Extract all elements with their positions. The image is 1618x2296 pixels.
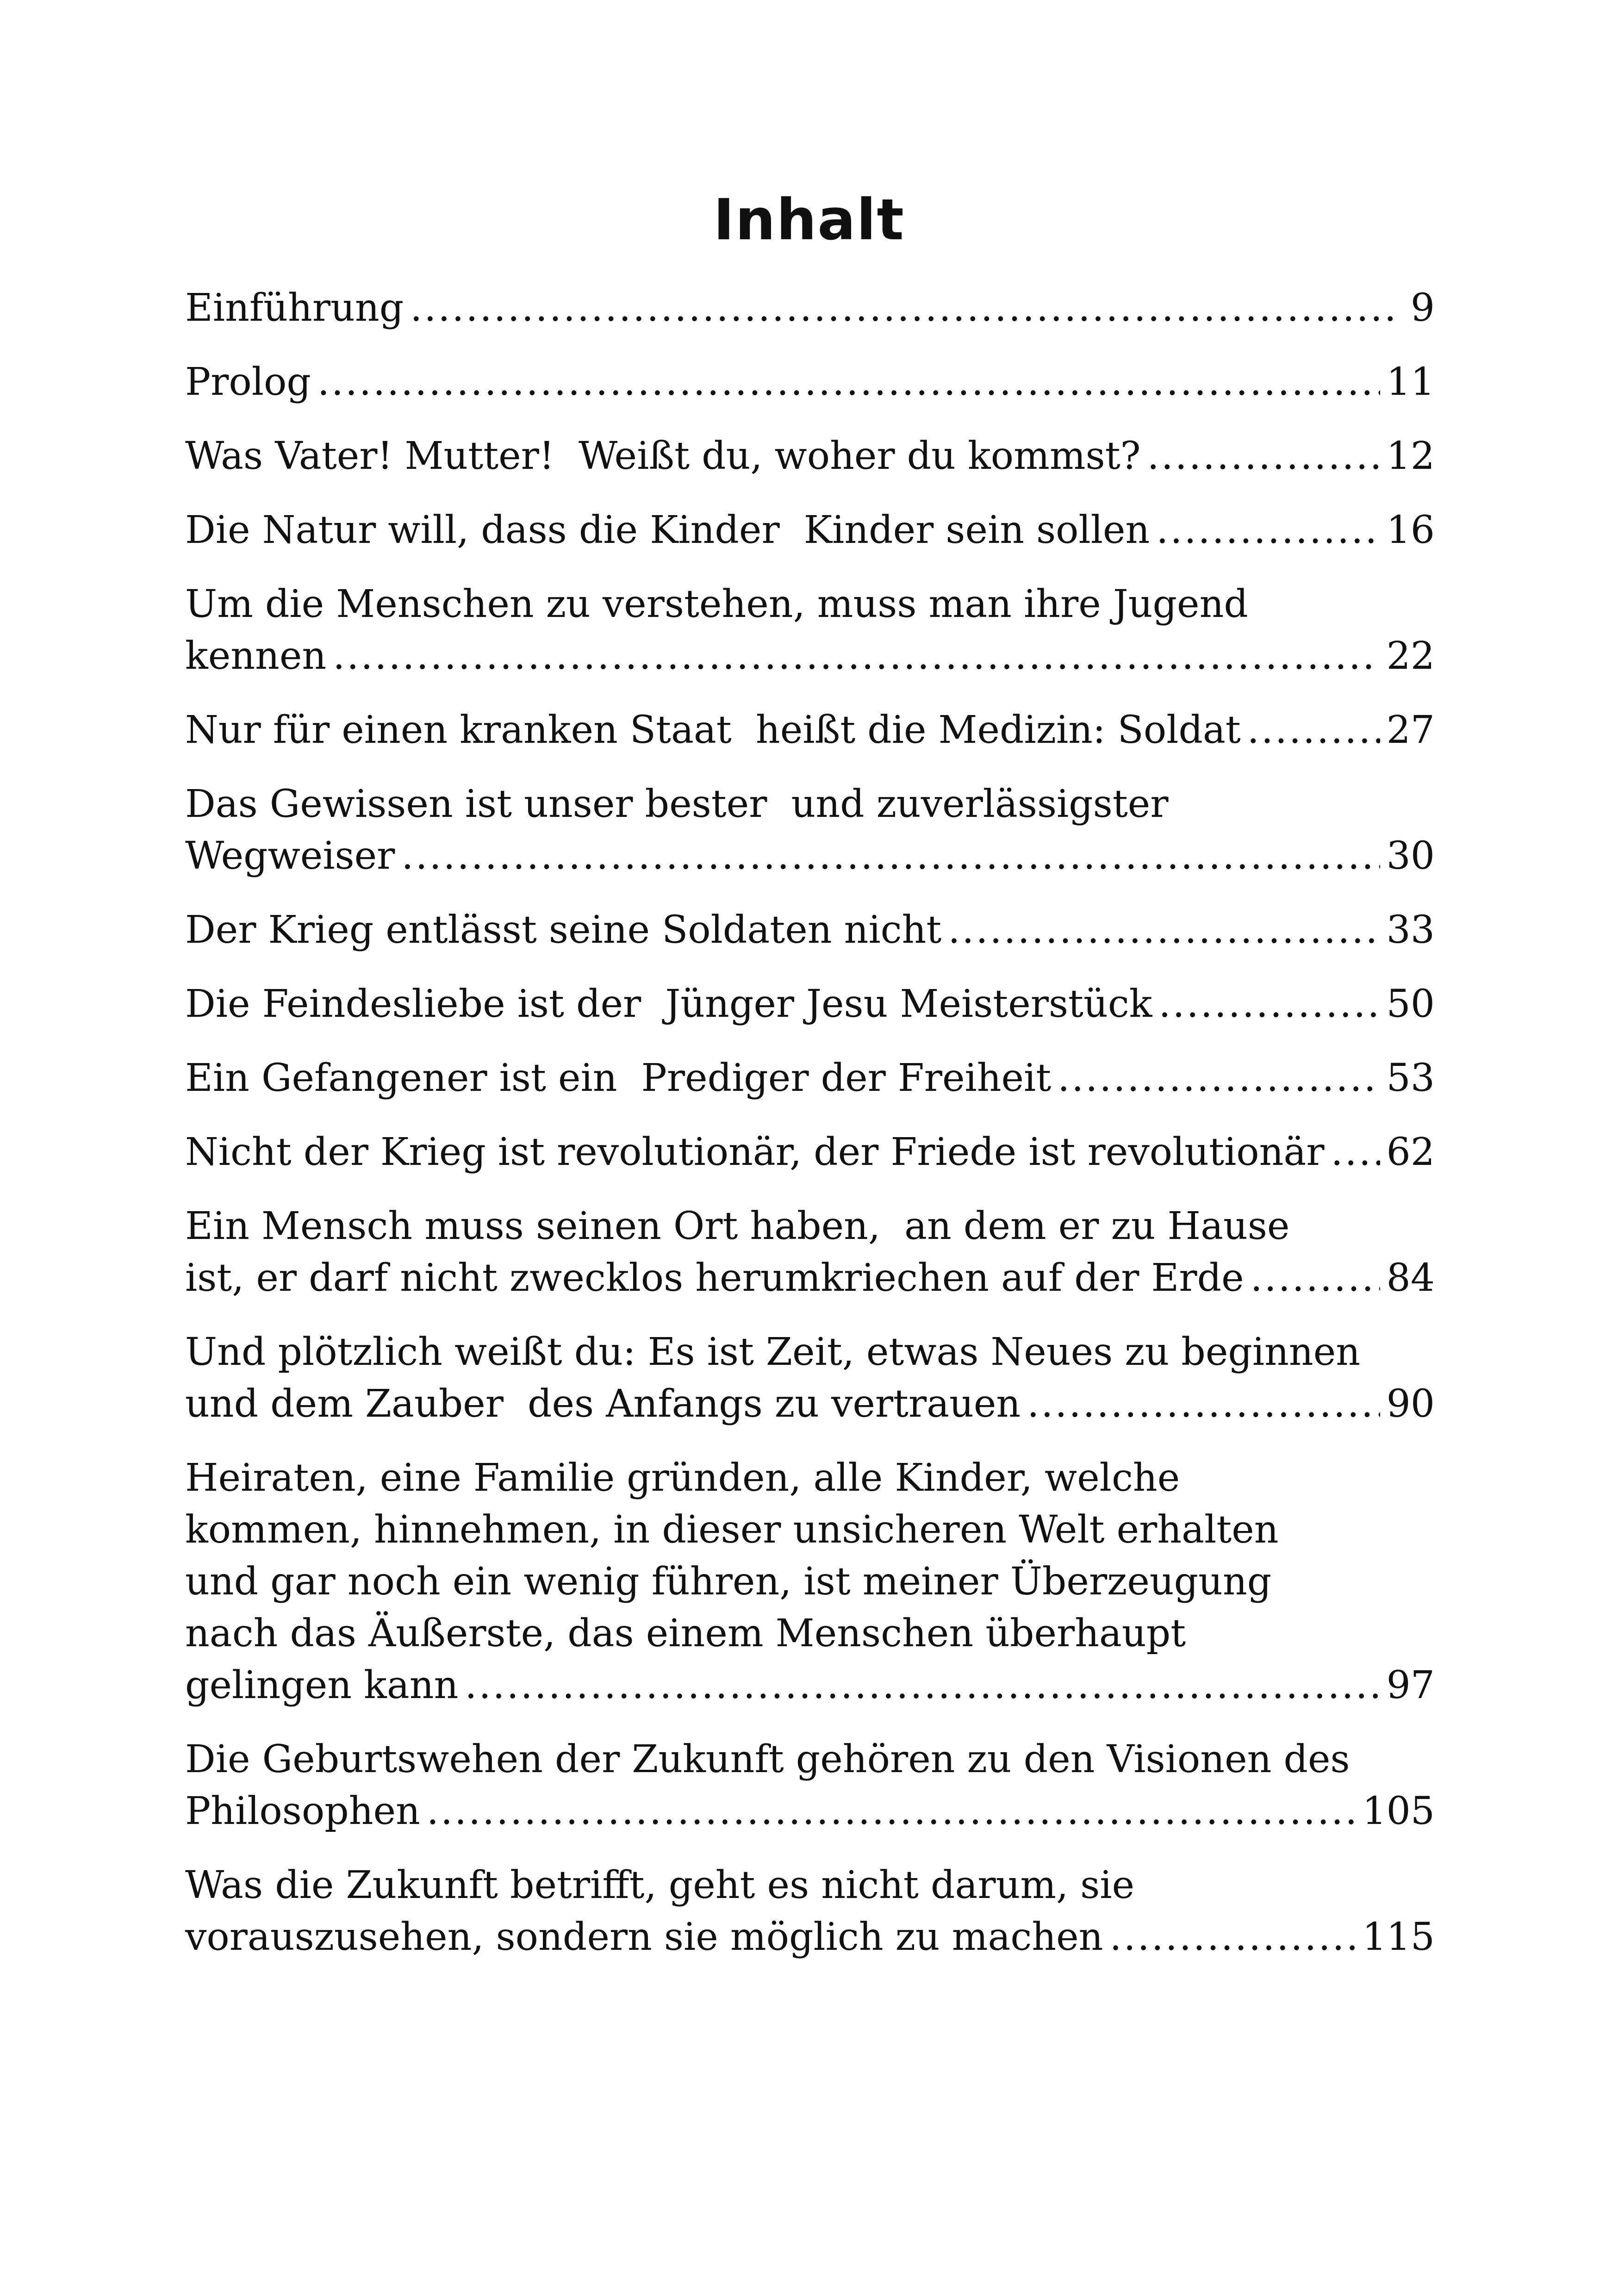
toc-page-number: 16: [1386, 508, 1435, 552]
toc-entry-title-line: Ein Mensch muss seinen Ort haben, an dem er zu Hause: [185, 1204, 1290, 1248]
toc-entry: [185, 1326, 1435, 1430]
toc-entry-last-line: [185, 1252, 1435, 1304]
toc-entry: [185, 1452, 1435, 1711]
toc-entry: [185, 430, 1435, 482]
toc-page-number: 30: [1386, 834, 1435, 878]
dot-leader: [1331, 1126, 1380, 1178]
dot-leader: [1251, 1252, 1380, 1304]
toc-entry-title-text: vorauszusehen, sondern sie möglich zu machen: [185, 1915, 1103, 1959]
toc-entry-title-text: Philosophen: [185, 1789, 420, 1833]
toc-entry-last-line: [185, 830, 1435, 882]
toc-entry-last-line: [185, 504, 1435, 556]
toc-entry-title-text: und dem Zauber des Anfangs zu vertrauen: [185, 1382, 1021, 1426]
toc-entry: [185, 579, 1435, 682]
dot-leader: [401, 830, 1380, 882]
toc-entry-title-line: Heiraten, eine Familie gründen, alle Kinder, welche: [185, 1456, 1180, 1500]
toc-entry: [185, 356, 1435, 408]
toc-entry: [185, 778, 1435, 882]
toc-entry-title-text: Einführung: [185, 286, 404, 330]
toc-entry-last-line: [185, 904, 1435, 956]
toc-entry: [185, 978, 1435, 1030]
dot-leader: [1027, 1378, 1380, 1430]
toc-entry: [185, 1860, 1435, 1963]
toc-entry-title-line: nach das Äußerste, das einem Menschen überhaupt: [185, 1612, 1186, 1655]
toc-page-number: 62: [1386, 1130, 1435, 1174]
toc-entry-title-line: Um die Menschen zu verstehen, muss man ihre Jugend: [185, 582, 1248, 626]
toc-entry-last-line: [185, 630, 1435, 682]
toc-entry-title-text: Die Natur will, dass die Kinder Kinder sein sollen: [185, 508, 1150, 552]
toc-entry-title-text: kennen: [185, 634, 327, 678]
toc-entry-title-line: Das Gewissen ist unser bester und zuverlässigster: [185, 782, 1169, 826]
toc-entry-title-text: Nicht der Krieg ist revolutionär, der Friede ist revolutionär: [185, 1130, 1325, 1174]
toc-page-number: 11: [1386, 360, 1435, 404]
toc-entry: [185, 1126, 1435, 1178]
toc-entry-title-text: Ein Gefangener ist ein Prediger der Freiheit: [185, 1056, 1052, 1100]
toc-entry: [185, 1052, 1435, 1104]
toc-entry: [185, 1734, 1435, 1837]
toc-entry-last-line: [185, 1660, 1435, 1711]
dot-leader: [427, 1786, 1356, 1837]
toc-entry-last-line: [185, 1052, 1435, 1104]
toc-page-number: 53: [1386, 1056, 1435, 1100]
toc-entry-last-line: [185, 1126, 1435, 1178]
toc-page-number: 27: [1386, 708, 1435, 752]
toc-page-number: 97: [1386, 1663, 1435, 1707]
toc-entry: [185, 1201, 1435, 1304]
dot-leader: [1058, 1052, 1380, 1104]
dot-leader: [465, 1660, 1380, 1711]
page-title: Inhalt: [713, 187, 905, 253]
dot-leader: [1147, 430, 1380, 482]
toc-page-number: 33: [1386, 908, 1435, 952]
dot-leader: [1247, 704, 1380, 756]
toc-entry-last-line: [185, 430, 1435, 482]
dot-leader: [317, 356, 1380, 408]
dot-leader: [1158, 978, 1380, 1030]
toc-entry: [185, 704, 1435, 756]
dot-leader: [1156, 504, 1380, 556]
toc-entry-last-line: [185, 356, 1435, 408]
table-of-contents: [185, 282, 1435, 1985]
toc-page-number: 9: [1410, 286, 1435, 330]
toc-entry-last-line: [185, 1911, 1435, 1963]
toc-entry-title-text: Die Feindesliebe ist der Jünger Jesu Meisterstück: [185, 982, 1152, 1026]
toc-entry-last-line: [185, 1378, 1435, 1430]
toc-entry-last-line: [185, 282, 1435, 334]
toc-entry: [185, 282, 1435, 334]
toc-entry: [185, 504, 1435, 556]
toc-page-number: 12: [1386, 434, 1435, 478]
toc-entry-title-line: Die Geburtswehen der Zukunft gehören zu den Visionen des: [185, 1737, 1350, 1781]
toc-page-number: 115: [1362, 1915, 1435, 1959]
toc-entry-title-text: ist, er darf nicht zwecklos herumkriechen auf der Erde: [185, 1256, 1244, 1300]
toc-entry-title-text: Wegweiser: [185, 834, 395, 878]
dot-leader: [1110, 1911, 1356, 1963]
toc-page-number: 22: [1386, 634, 1435, 678]
toc-page-number: 105: [1362, 1789, 1435, 1833]
toc-entry-title-text: gelingen kann: [185, 1663, 459, 1707]
toc-entry-title-text: Prolog: [185, 360, 311, 404]
dot-leader: [410, 282, 1400, 334]
toc-entry-title-line: kommen, hinnehmen, in dieser unsicheren Welt erhalten: [185, 1508, 1279, 1552]
toc-page-number: 84: [1386, 1256, 1435, 1300]
toc-entry-last-line: [185, 978, 1435, 1030]
toc-entry-title-line: Und plötzlich weißt du: Es ist Zeit, etwas Neues zu beginnen: [185, 1330, 1361, 1374]
dot-leader: [948, 904, 1380, 956]
toc-entry-last-line: [185, 1786, 1435, 1837]
toc-entry-title-text: Der Krieg entlässt seine Soldaten nicht: [185, 908, 942, 952]
toc-page-number: 90: [1386, 1382, 1435, 1426]
toc-page-number: 50: [1386, 982, 1435, 1026]
toc-entry-title-text: Nur für einen kranken Staat heißt die Medizin: Soldat: [185, 708, 1241, 752]
toc-entry: [185, 904, 1435, 956]
dot-leader: [333, 630, 1380, 682]
toc-entry-title-text: Was Vater! Mutter! Weißt du, woher du kommst?: [185, 434, 1141, 478]
toc-entry-last-line: [185, 704, 1435, 756]
toc-entry-title-line: und gar noch ein wenig führen, ist meiner Überzeugung: [185, 1560, 1272, 1604]
toc-entry-title-line: Was die Zukunft betrifft, geht es nicht darum, sie: [185, 1863, 1135, 1907]
